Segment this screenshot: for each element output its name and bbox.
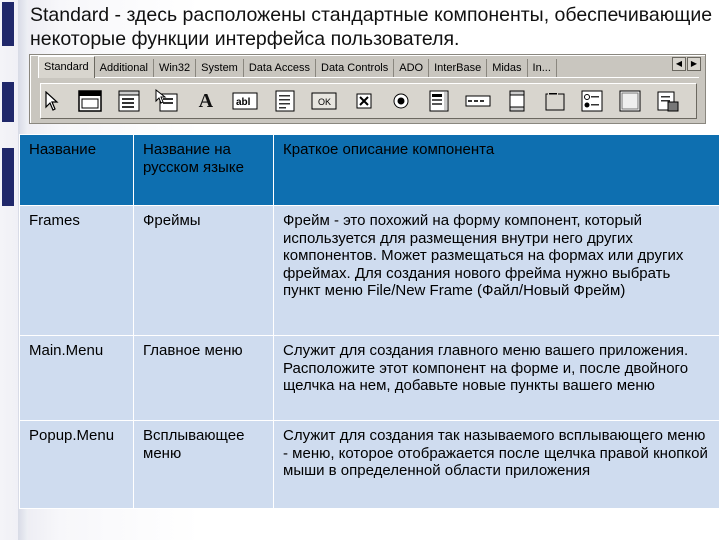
cell-russian-name: Фреймы bbox=[134, 206, 274, 336]
slide-heading: Standard - здесь расположены стандартные компоненты, обеспечивающие некоторые функции интерфейса пользователя. bbox=[30, 4, 713, 50]
cell-russian-name: Главное меню bbox=[134, 336, 274, 421]
svg-text:abl: abl bbox=[236, 97, 251, 108]
tab-ado[interactable]: ADO bbox=[394, 59, 429, 77]
groupbox-icon[interactable] bbox=[544, 88, 566, 114]
popup-menu-icon[interactable] bbox=[155, 88, 179, 114]
radio-button-icon[interactable] bbox=[390, 88, 412, 114]
table-row bbox=[20, 206, 720, 336]
tab-data-access[interactable]: Data Access bbox=[244, 59, 316, 77]
actionlist-icon[interactable] bbox=[656, 88, 680, 114]
header-description: Краткое описание компонента bbox=[274, 135, 720, 206]
table-row bbox=[20, 336, 720, 421]
cell-description: Служит для создания главного меню вашего приложения. Расположите этот компонент на форме и, после двойного щелчка на нем, добавьте новые пункты вашего меню bbox=[274, 336, 720, 421]
arrow-pointer-icon[interactable] bbox=[41, 88, 63, 114]
main-menu-icon[interactable] bbox=[118, 88, 140, 114]
frame-icon[interactable] bbox=[78, 88, 102, 114]
scroll-right-icon[interactable]: ▶ bbox=[687, 57, 701, 71]
tab-interbase[interactable]: InterBase bbox=[429, 59, 487, 77]
header-name: Название bbox=[20, 135, 134, 206]
palette-component-buttons bbox=[40, 83, 697, 119]
cell-russian-name: Всплывающее меню bbox=[134, 421, 274, 509]
memo-icon[interactable] bbox=[274, 88, 296, 114]
radiogroup-icon[interactable] bbox=[581, 88, 603, 114]
table-row bbox=[20, 421, 720, 509]
left-decoration-bars bbox=[0, 0, 18, 540]
cell-description: Фрейм - это похожий на форму компонент, который используется для размещения внутри него других компонентов. Может размещаться на формах или других фреймах. Для создания нового фрейма нужно выбрать пункт меню File/New Frame (Файл/Новый Фрейм) bbox=[274, 206, 720, 336]
panel-icon[interactable] bbox=[619, 88, 641, 114]
label-a-icon[interactable]: A bbox=[198, 89, 214, 112]
ok-button-icon[interactable] bbox=[311, 88, 337, 114]
cell-name: Main.Menu bbox=[20, 336, 134, 421]
palette-tabs bbox=[38, 58, 699, 78]
tab-win32[interactable]: Win32 bbox=[154, 59, 196, 77]
tab-standard[interactable]: Standard bbox=[38, 56, 95, 78]
tab-more[interactable]: In... bbox=[528, 59, 557, 77]
checkbox-icon[interactable] bbox=[353, 88, 375, 114]
combobox-icon[interactable] bbox=[465, 88, 491, 114]
cell-name: Frames bbox=[20, 206, 134, 336]
edit-abl-icon[interactable] bbox=[232, 88, 258, 114]
tab-scroll-buttons bbox=[672, 57, 701, 71]
components-table bbox=[19, 134, 720, 509]
svg-text:OK: OK bbox=[318, 97, 332, 107]
header-russian-name: Название на русском языке bbox=[134, 135, 274, 206]
component-palette bbox=[29, 54, 706, 124]
cell-name: Popup.Menu bbox=[20, 421, 134, 509]
scrollbar-icon[interactable] bbox=[507, 88, 529, 114]
listbox-icon[interactable] bbox=[428, 88, 450, 114]
tab-midas[interactable]: Midas bbox=[487, 59, 527, 77]
cell-description: Служит для создания так называемого всплывающего меню - меню, которое отображается после щелчка правой кнопкой мыши в определенной области приложения bbox=[274, 421, 720, 509]
tab-system[interactable]: System bbox=[196, 59, 244, 77]
tab-additional[interactable]: Additional bbox=[95, 59, 154, 77]
tab-data-controls[interactable]: Data Controls bbox=[316, 59, 394, 77]
table-header-row bbox=[20, 135, 720, 206]
scroll-left-icon[interactable]: ◀ bbox=[672, 57, 686, 71]
